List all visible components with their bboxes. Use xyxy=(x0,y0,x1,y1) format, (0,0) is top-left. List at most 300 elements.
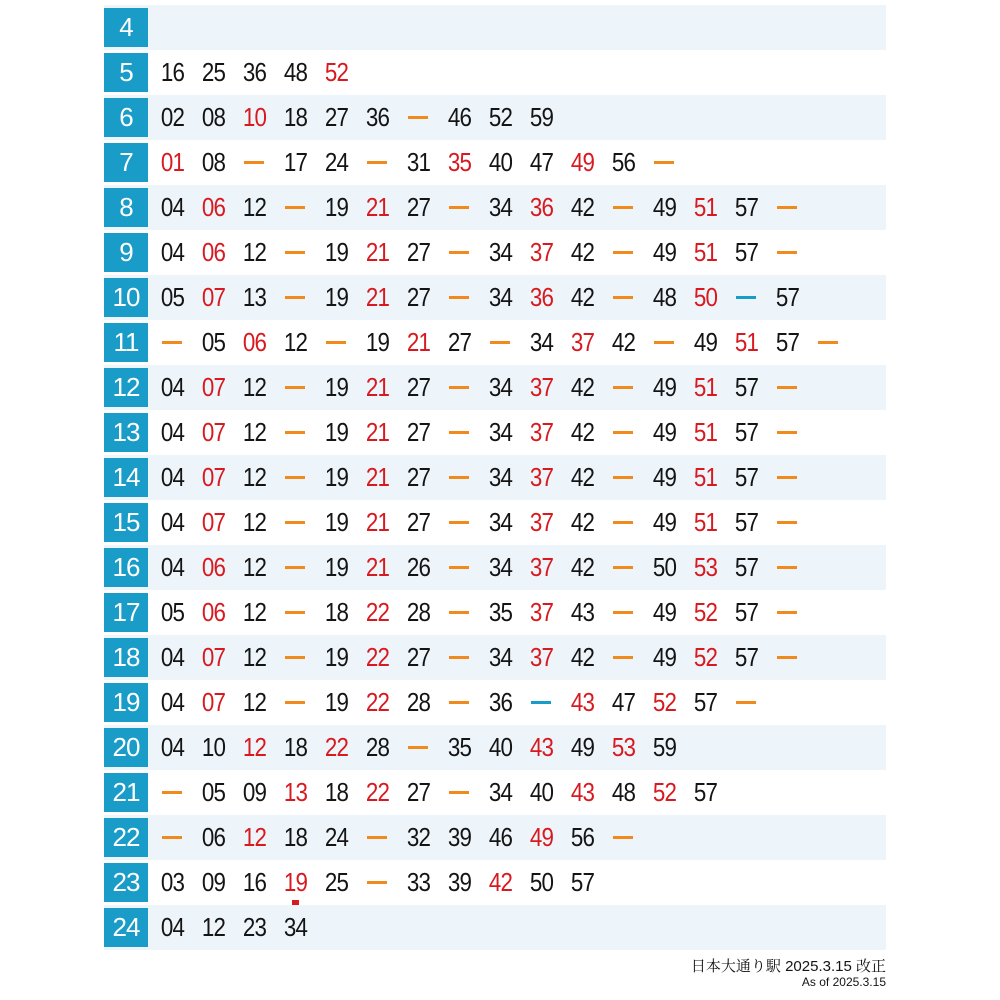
departure-minute: 27 xyxy=(406,507,431,537)
departure-minute: 28 xyxy=(406,597,431,627)
hour-row-12 xyxy=(104,365,886,410)
departure-minute: 34 xyxy=(488,192,513,222)
departure-minute: 42 xyxy=(611,327,636,357)
departure-minute: 34 xyxy=(488,507,513,537)
departure-minute-red: 52 xyxy=(324,57,349,87)
departure-minute-red: 06 xyxy=(201,192,226,222)
departure-minute: 49 xyxy=(570,732,595,762)
departure-minute: 49 xyxy=(652,507,677,537)
hour-row-10 xyxy=(104,275,886,320)
departure-minute: 40 xyxy=(488,732,513,762)
departure-minute-red: 06 xyxy=(201,552,226,582)
departure-minute: 26 xyxy=(406,552,431,582)
hour-row-18 xyxy=(104,635,886,680)
orange-dash-marker xyxy=(449,701,469,704)
departure-minute-red: 36 xyxy=(529,192,554,222)
departure-minute: 42 xyxy=(570,372,595,402)
departure-minute-red: 07 xyxy=(201,372,226,402)
departure-minute: 04 xyxy=(160,462,185,492)
departure-minute: 48 xyxy=(283,57,308,87)
orange-dash-marker xyxy=(449,656,469,659)
departure-minute-red: 21 xyxy=(365,552,390,582)
departure-minute: 57 xyxy=(734,552,759,582)
departure-minute-red: 42 xyxy=(488,867,513,897)
departure-minute: 34 xyxy=(283,912,308,942)
departure-minute-red: 53 xyxy=(693,552,718,582)
departure-minute: 49 xyxy=(652,642,677,672)
departure-minute: 16 xyxy=(160,57,185,87)
departure-minute-red: 37 xyxy=(529,462,554,492)
departure-minute: 40 xyxy=(529,777,554,807)
departure-minute: 19 xyxy=(324,642,349,672)
departure-minute: 12 xyxy=(242,597,267,627)
departure-minute: 27 xyxy=(447,327,472,357)
hour-label: 5 xyxy=(104,53,148,92)
departure-minute: 46 xyxy=(488,822,513,852)
departure-minute: 19 xyxy=(324,237,349,267)
hour-label: 12 xyxy=(104,368,148,407)
hour-label: 14 xyxy=(104,458,148,497)
orange-dash-marker xyxy=(285,701,305,704)
departure-minute: 59 xyxy=(529,102,554,132)
orange-dash-marker xyxy=(285,431,305,434)
departure-minute: 57 xyxy=(734,462,759,492)
departure-minute-red: 22 xyxy=(365,642,390,672)
departure-minute: 42 xyxy=(570,237,595,267)
hour-row-24 xyxy=(104,905,886,950)
departure-minute-red: 52 xyxy=(652,687,677,717)
departure-minute-red: 37 xyxy=(570,327,595,357)
orange-dash-marker xyxy=(285,476,305,479)
departure-minute-red: 12 xyxy=(242,732,267,762)
departure-minute: 24 xyxy=(324,822,349,852)
orange-dash-marker xyxy=(613,386,633,389)
departure-minute: 47 xyxy=(611,687,636,717)
departure-minute: 35 xyxy=(488,597,513,627)
departure-minute: 12 xyxy=(242,552,267,582)
orange-dash-marker xyxy=(613,296,633,299)
departure-minute: 39 xyxy=(447,822,472,852)
hour-row-9 xyxy=(104,230,886,275)
departure-minute-red: 21 xyxy=(365,462,390,492)
departure-minute: 50 xyxy=(652,552,677,582)
hour-row-21 xyxy=(104,770,886,815)
departure-minute: 49 xyxy=(652,237,677,267)
orange-dash-marker xyxy=(449,296,469,299)
orange-dash-marker xyxy=(285,206,305,209)
hour-label: 10 xyxy=(104,278,148,317)
departure-minute: 27 xyxy=(406,642,431,672)
orange-dash-marker xyxy=(162,341,182,344)
hour-row-16 xyxy=(104,545,886,590)
departure-minute: 04 xyxy=(160,507,185,537)
departure-minute: 12 xyxy=(242,642,267,672)
departure-minute-red: 51 xyxy=(693,372,718,402)
departure-minute: 56 xyxy=(611,147,636,177)
departure-minute-red: 37 xyxy=(529,237,554,267)
departure-minute-red: 37 xyxy=(529,597,554,627)
departure-minute: 04 xyxy=(160,237,185,267)
departure-minute: 57 xyxy=(734,372,759,402)
hour-row-20 xyxy=(104,725,886,770)
departure-minute: 28 xyxy=(365,732,390,762)
departure-minute-red: 07 xyxy=(201,417,226,447)
departure-minute: 03 xyxy=(160,867,185,897)
departure-minute: 39 xyxy=(447,867,472,897)
orange-dash-marker xyxy=(162,836,182,839)
departure-minute-red: 07 xyxy=(201,282,226,312)
departure-minute: 05 xyxy=(201,327,226,357)
hour-row-8 xyxy=(104,185,886,230)
departure-minute: 34 xyxy=(488,777,513,807)
departure-minute-red: 07 xyxy=(201,462,226,492)
orange-dash-marker xyxy=(654,341,674,344)
hour-row-23 xyxy=(104,860,886,905)
departure-minute-red: 07 xyxy=(201,687,226,717)
departure-minute: 12 xyxy=(242,687,267,717)
hour-row-11 xyxy=(104,320,886,365)
departure-minute: 36 xyxy=(488,687,513,717)
departure-minute: 57 xyxy=(570,867,595,897)
departure-minute-red: 22 xyxy=(365,687,390,717)
departure-minute: 35 xyxy=(447,732,472,762)
departure-minute: 43 xyxy=(570,597,595,627)
departure-minute: 06 xyxy=(201,822,226,852)
departure-minute-red: 53 xyxy=(611,732,636,762)
departure-minute-red: 06 xyxy=(201,237,226,267)
hour-label: 15 xyxy=(104,503,148,542)
departure-minute: 04 xyxy=(160,687,185,717)
departure-minute: 42 xyxy=(570,507,595,537)
departure-minute: 19 xyxy=(365,327,390,357)
orange-dash-marker xyxy=(818,341,838,344)
orange-dash-marker xyxy=(777,656,797,659)
hour-label: 20 xyxy=(104,728,148,767)
hour-label: 8 xyxy=(104,188,148,227)
departure-minute: 19 xyxy=(324,417,349,447)
departure-minute: 17 xyxy=(283,147,308,177)
departure-minute: 12 xyxy=(242,507,267,537)
departure-minute-red: 22 xyxy=(365,597,390,627)
departure-minute: 46 xyxy=(447,102,472,132)
departure-minute-red: 51 xyxy=(693,417,718,447)
orange-dash-marker xyxy=(285,656,305,659)
orange-dash-marker xyxy=(613,611,633,614)
hour-label: 22 xyxy=(104,818,148,857)
orange-dash-marker xyxy=(777,521,797,524)
orange-dash-marker xyxy=(449,476,469,479)
departure-minute: 33 xyxy=(406,867,431,897)
footer xyxy=(691,958,886,989)
departure-minute-red: 37 xyxy=(529,372,554,402)
departure-minute: 42 xyxy=(570,462,595,492)
departure-minute: 49 xyxy=(652,417,677,447)
departure-minute: 18 xyxy=(283,822,308,852)
departure-minute-red: 50 xyxy=(693,282,718,312)
departure-minute-red: 51 xyxy=(693,192,718,222)
departure-minute: 27 xyxy=(406,192,431,222)
orange-dash-marker xyxy=(613,566,633,569)
orange-dash-marker xyxy=(367,836,387,839)
departure-minute: 27 xyxy=(406,372,431,402)
departure-minute: 49 xyxy=(652,372,677,402)
departure-minute-red: 10 xyxy=(242,102,267,132)
departure-minute: 42 xyxy=(570,282,595,312)
orange-dash-marker xyxy=(449,611,469,614)
departure-minute: 34 xyxy=(488,372,513,402)
orange-dash-marker xyxy=(244,161,264,164)
orange-dash-marker xyxy=(613,836,633,839)
hour-label: 13 xyxy=(104,413,148,452)
departure-minute-red: 21 xyxy=(365,417,390,447)
hour-row-13 xyxy=(104,410,886,455)
orange-dash-marker xyxy=(613,521,633,524)
departure-minute: 34 xyxy=(488,282,513,312)
departure-minute: 19 xyxy=(324,687,349,717)
hour-label: 21 xyxy=(104,773,148,812)
orange-dash-marker xyxy=(285,251,305,254)
departure-minute-red: 51 xyxy=(693,462,718,492)
departure-minute-red: 37 xyxy=(529,507,554,537)
departure-minute: 04 xyxy=(160,732,185,762)
departure-minute: 40 xyxy=(488,147,513,177)
departure-minute: 28 xyxy=(406,687,431,717)
orange-dash-marker xyxy=(326,341,346,344)
departure-minute: 25 xyxy=(201,57,226,87)
departure-minute-red: 35 xyxy=(447,147,472,177)
departure-minute: 09 xyxy=(242,777,267,807)
footer-station-revision: 日本大通り駅 2025.3.15 改正 xyxy=(690,958,886,975)
departure-minute: 04 xyxy=(160,912,185,942)
departure-minute: 09 xyxy=(201,867,226,897)
departure-minute: 04 xyxy=(160,192,185,222)
departure-minute: 42 xyxy=(570,552,595,582)
orange-dash-marker xyxy=(449,206,469,209)
timetable xyxy=(104,5,886,950)
orange-dash-marker xyxy=(367,881,387,884)
departure-minute: 49 xyxy=(652,192,677,222)
departure-minute: 34 xyxy=(488,417,513,447)
departure-minute: 25 xyxy=(324,867,349,897)
hour-label: 23 xyxy=(104,863,148,902)
hour-label: 17 xyxy=(104,593,148,632)
departure-minute: 57 xyxy=(693,687,718,717)
departure-minute: 19 xyxy=(324,552,349,582)
departure-minute: 56 xyxy=(570,822,595,852)
departure-minute: 47 xyxy=(529,147,554,177)
departure-minute-red: 49 xyxy=(570,147,595,177)
departure-minute: 32 xyxy=(406,822,431,852)
departure-minute: 19 xyxy=(324,507,349,537)
orange-dash-marker xyxy=(613,656,633,659)
departure-minute: 57 xyxy=(734,642,759,672)
departure-minute: 10 xyxy=(201,732,226,762)
orange-dash-marker xyxy=(777,566,797,569)
blue-dash-marker xyxy=(531,701,551,704)
hour-label: 4 xyxy=(104,8,148,47)
departure-minute: 18 xyxy=(324,597,349,627)
departure-minute: 27 xyxy=(406,237,431,267)
departure-minute: 57 xyxy=(775,282,800,312)
hour-row-19 xyxy=(104,680,886,725)
orange-dash-marker xyxy=(285,611,305,614)
departure-minute: 19 xyxy=(324,462,349,492)
departure-minute-red: 07 xyxy=(201,507,226,537)
departure-minute: 27 xyxy=(406,417,431,447)
departure-minute: 42 xyxy=(570,417,595,447)
hour-label: 19 xyxy=(104,683,148,722)
departure-minute-red: 22 xyxy=(324,732,349,762)
departure-minute-red: 21 xyxy=(365,237,390,267)
hour-row-14 xyxy=(104,455,886,500)
departure-minute: 02 xyxy=(160,102,185,132)
departure-minute: 08 xyxy=(201,147,226,177)
orange-dash-marker xyxy=(367,161,387,164)
orange-dash-marker xyxy=(490,341,510,344)
departure-minute: 36 xyxy=(365,102,390,132)
departure-minute: 48 xyxy=(611,777,636,807)
departure-minute: 34 xyxy=(488,237,513,267)
hour-row-5 xyxy=(104,50,886,95)
departure-minute-red: 51 xyxy=(734,327,759,357)
departure-minute-red: 36 xyxy=(529,282,554,312)
orange-dash-marker xyxy=(449,521,469,524)
departure-minute: 34 xyxy=(488,552,513,582)
departure-minute: 57 xyxy=(734,597,759,627)
hour-row-17 xyxy=(104,590,886,635)
orange-dash-marker xyxy=(449,386,469,389)
departure-minute-red: 21 xyxy=(365,372,390,402)
orange-dash-marker xyxy=(777,386,797,389)
departure-minute-red: 12 xyxy=(242,822,267,852)
departure-minute-red: 06 xyxy=(201,597,226,627)
departure-minute: 57 xyxy=(734,192,759,222)
departure-minute: 05 xyxy=(160,282,185,312)
orange-dash-marker xyxy=(408,116,428,119)
departure-minute: 08 xyxy=(201,102,226,132)
departure-minute-red: 51 xyxy=(693,507,718,537)
departure-minute: 18 xyxy=(324,777,349,807)
departure-minute-red: 43 xyxy=(529,732,554,762)
departure-minute: 05 xyxy=(160,597,185,627)
departure-minute: 49 xyxy=(652,462,677,492)
orange-dash-marker xyxy=(777,476,797,479)
departure-minute-red: 52 xyxy=(693,642,718,672)
departure-minute: 12 xyxy=(283,327,308,357)
departure-minute: 50 xyxy=(529,867,554,897)
orange-dash-marker xyxy=(285,296,305,299)
orange-dash-marker xyxy=(449,431,469,434)
orange-dash-marker xyxy=(654,161,674,164)
orange-dash-marker xyxy=(408,746,428,749)
hour-row-6 xyxy=(104,95,886,140)
departure-minute: 42 xyxy=(570,642,595,672)
orange-dash-marker xyxy=(613,431,633,434)
hour-row-7 xyxy=(104,140,886,185)
orange-dash-marker xyxy=(285,521,305,524)
departure-minute: 04 xyxy=(160,372,185,402)
departure-minute: 27 xyxy=(406,777,431,807)
departure-minute: 59 xyxy=(652,732,677,762)
departure-minute: 19 xyxy=(324,192,349,222)
departure-minute: 16 xyxy=(242,867,267,897)
departure-minute-red: 43 xyxy=(570,777,595,807)
orange-dash-marker xyxy=(736,701,756,704)
departure-minute: 57 xyxy=(734,237,759,267)
departure-minute-red: 49 xyxy=(529,822,554,852)
departure-minute-red: 01 xyxy=(160,147,185,177)
departure-minute-red: 21 xyxy=(365,192,390,222)
orange-dash-marker xyxy=(777,206,797,209)
blue-dash-marker xyxy=(736,296,756,299)
departure-minute-red: 51 xyxy=(693,237,718,267)
departure-minute: 48 xyxy=(652,282,677,312)
departure-minute-red: 43 xyxy=(570,687,595,717)
hour-label: 6 xyxy=(104,98,148,137)
orange-dash-marker xyxy=(285,386,305,389)
departure-minute: 12 xyxy=(242,372,267,402)
orange-dash-marker xyxy=(162,791,182,794)
departure-minute: 27 xyxy=(406,282,431,312)
departure-minute: 18 xyxy=(283,732,308,762)
orange-dash-marker xyxy=(613,206,633,209)
orange-dash-marker xyxy=(777,431,797,434)
departure-minute: 04 xyxy=(160,552,185,582)
departure-minute: 31 xyxy=(406,147,431,177)
departure-minute: 23 xyxy=(242,912,267,942)
footer-english-revision: As of 2025.3.15 xyxy=(801,975,886,989)
departure-minute: 05 xyxy=(201,777,226,807)
departure-minute: 36 xyxy=(242,57,267,87)
orange-dash-marker xyxy=(449,566,469,569)
hour-label: 11 xyxy=(104,323,148,362)
departure-minute-red: 37 xyxy=(529,417,554,447)
departure-minute: 57 xyxy=(775,327,800,357)
orange-dash-marker xyxy=(449,251,469,254)
departure-minute: 49 xyxy=(652,597,677,627)
departure-minute-red: 22 xyxy=(365,777,390,807)
departure-minute: 12 xyxy=(201,912,226,942)
departure-minute: 13 xyxy=(242,282,267,312)
hour-label: 16 xyxy=(104,548,148,587)
hour-label: 24 xyxy=(104,908,148,947)
departure-minute-red: 37 xyxy=(529,642,554,672)
departure-minute-red: 37 xyxy=(529,552,554,582)
departure-minute: 19 xyxy=(324,282,349,312)
hour-label: 18 xyxy=(104,638,148,677)
departure-minute: 12 xyxy=(242,237,267,267)
departure-minute: 12 xyxy=(242,417,267,447)
departure-minute-red: 21 xyxy=(365,282,390,312)
departure-minute: 52 xyxy=(488,102,513,132)
departure-minute-red: 21 xyxy=(365,507,390,537)
departure-minute-red: 07 xyxy=(201,642,226,672)
departure-minute: 57 xyxy=(693,777,718,807)
departure-minute: 34 xyxy=(488,462,513,492)
departure-minute: 27 xyxy=(324,102,349,132)
departure-minute: 04 xyxy=(160,417,185,447)
departure-minute: 57 xyxy=(734,507,759,537)
departure-minute-red: 52 xyxy=(652,777,677,807)
orange-dash-marker xyxy=(449,791,469,794)
orange-dash-marker xyxy=(777,251,797,254)
departure-minute-red: 52 xyxy=(693,597,718,627)
orange-dash-marker xyxy=(613,251,633,254)
hour-row-4 xyxy=(104,5,886,50)
departure-minute: 34 xyxy=(488,642,513,672)
departure-minute-red: 06 xyxy=(242,327,267,357)
hour-label: 7 xyxy=(104,143,148,182)
